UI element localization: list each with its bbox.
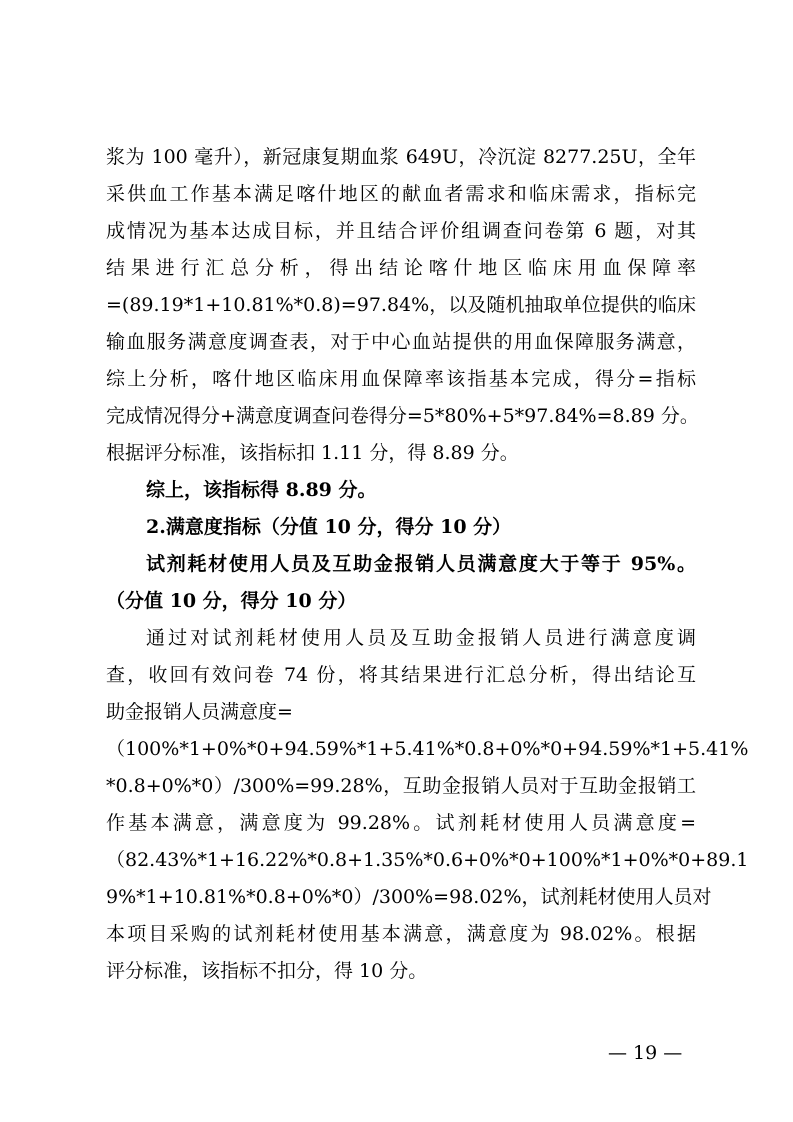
body-line-22: 本项目采购的试剂耗材使用基本满意，满意度为 98.02%。根据 (106, 923, 696, 945)
summary-line: 综上，该指标得 8.89 分。 (146, 479, 377, 501)
body-line-5: =(89.19*1+10.81%*0.8)=97.84%，以及随机抽取单位提供的临床 (106, 294, 696, 316)
indicator-heading-line-2: （分值 10 分，得分 10 分） (106, 590, 357, 612)
body-line-16: 助金报销人员满意度= (106, 701, 293, 723)
formula-line-2: （82.43%*1+16.22%*0.8+1.35%*0.6+0%*0+100%*1+0%*0+89.1 (106, 849, 749, 871)
body-line-7: 综上分析，喀什地区临床用血保障率该指基本完成，得分=指标 (106, 368, 696, 390)
body-line-18: *0.8+0%*0）/300%=99.28%，互助金报销人员对于互助金报销工 (106, 775, 696, 797)
indicator-heading-line-1: 试剂耗材使用人员及互助金报销人员满意度大于等于 95%。 (146, 553, 696, 575)
page-number: — 19 — (608, 1042, 683, 1064)
body-line-6: 输血服务满意度调查表，对于中心血站提供的用血保障服务满意， (106, 331, 696, 353)
body-line-19: 作基本满意，满意度为 99.28%。试剂耗材使用人员满意度= (106, 812, 696, 834)
body-line-1: 浆为 100 毫升），新冠康复期血浆 649U，冷沉淀 8277.25U，全年 (106, 146, 696, 168)
body-line-2: 采供血工作基本满足喀什地区的献血者需求和临床需求，指标完 (106, 183, 696, 205)
body-line-15: 查，收回有效问卷 74 份，将其结果进行汇总分析，得出结论互 (106, 664, 696, 686)
body-line-3: 成情况为基本达成目标，并且结合评价组调查问卷第 6 题，对其 (106, 220, 696, 242)
formula-line-1: （100%*1+0%*0+94.59%*1+5.41%*0.8+0%*0+94.59%*1+5.41% (106, 738, 749, 760)
section-heading: 2.满意度指标（分值 10 分，得分 10 分） (146, 516, 512, 538)
body-line-9: 根据评分标准，该指标扣 1.11 分，得 8.89 分。 (106, 442, 519, 464)
body-line-21: 9%*1+10.81%*0.8+0%*0）/300%=98.02%，试剂耗材使用人员对 (106, 886, 712, 908)
body-line-14: 通过对试剂耗材使用人员及互助金报销人员进行满意度调 (146, 627, 696, 649)
body-line-23: 评分标准，该指标不扣分，得 10 分。 (106, 960, 428, 982)
body-line-4: 结果进行汇总分析，得出结论喀什地区临床用血保障率 (106, 257, 696, 279)
body-line-8: 完成情况得分+满意度调查问卷得分=5*80%+5*97.84%=8.89 分。 (106, 405, 699, 427)
